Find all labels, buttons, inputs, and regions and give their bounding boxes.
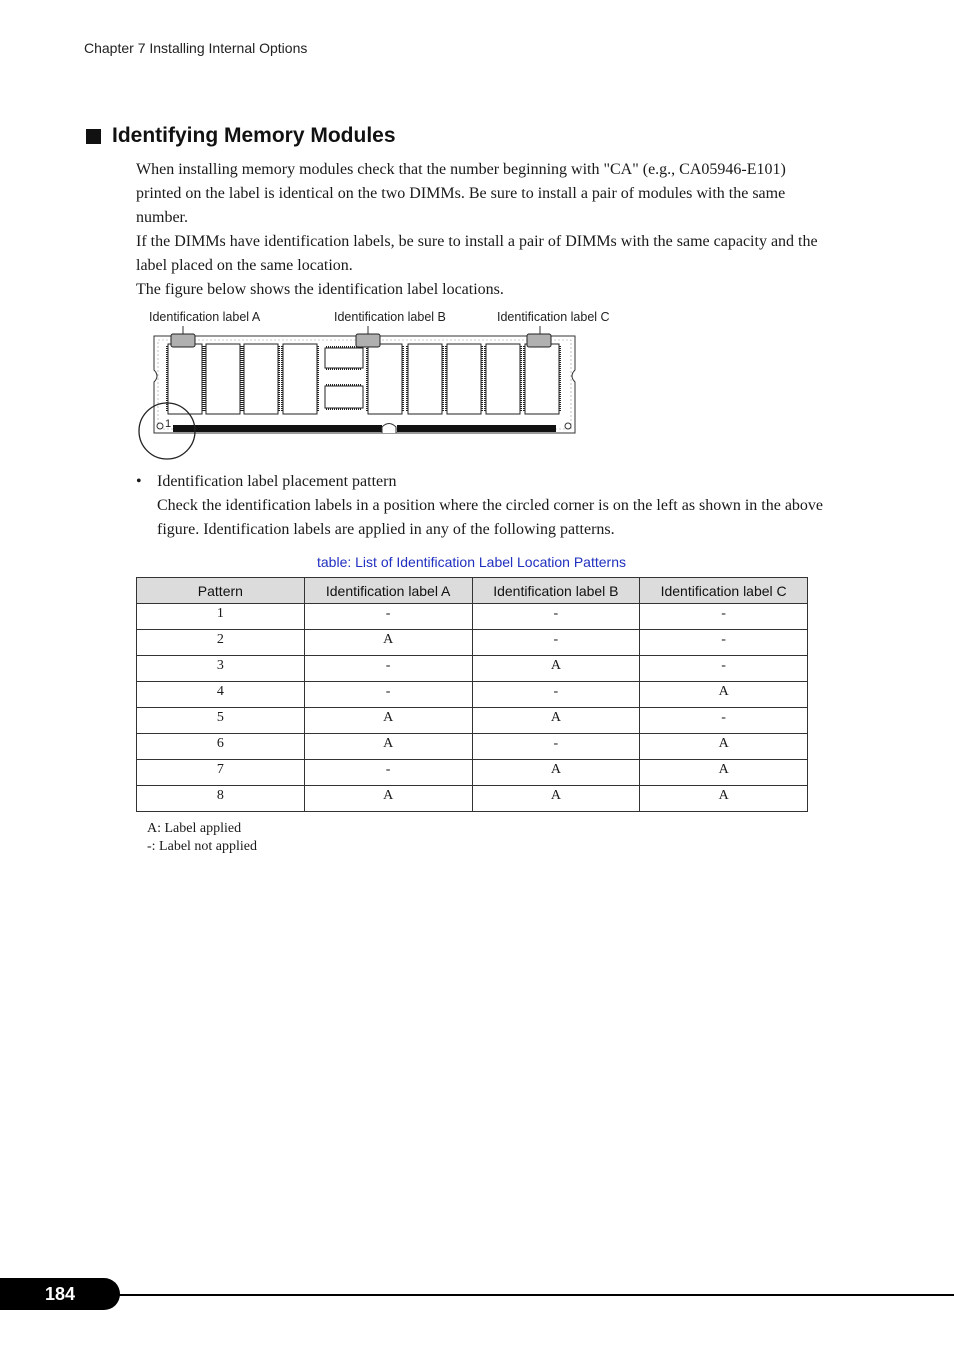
table-cell: - bbox=[640, 630, 808, 656]
table-cell: 7 bbox=[137, 760, 305, 786]
pin-one-marker: 1 bbox=[165, 418, 172, 430]
table-cell: 1 bbox=[137, 604, 305, 630]
table-cell: 4 bbox=[137, 682, 305, 708]
table-cell: - bbox=[640, 604, 808, 630]
table-row bbox=[137, 708, 808, 734]
table-row bbox=[137, 656, 808, 682]
table-cell: A bbox=[472, 786, 640, 812]
table-row bbox=[137, 734, 808, 760]
table-cell: - bbox=[472, 604, 640, 630]
table-row bbox=[137, 786, 808, 812]
table-cell: A bbox=[304, 708, 472, 734]
paragraph: If the DIMMs have identification labels, be sure to install a pair of DIMMs with the same capacity and the label placed on the same location. bbox=[136, 233, 818, 274]
table-cell: A bbox=[472, 760, 640, 786]
table-cell: 3 bbox=[137, 656, 305, 682]
footer-rule bbox=[0, 1294, 954, 1296]
table-cell: A bbox=[472, 708, 640, 734]
bullet-title: Identification label placement pattern bbox=[157, 473, 397, 490]
paragraph: When installing memory modules check that the number beginning with "CA" (e.g., CA05946-E101) printed on the label is identical on the two DIMMs. Be sure to install a pair of modules with the same number. bbox=[136, 161, 786, 226]
table-row bbox=[137, 630, 808, 656]
section-heading bbox=[86, 124, 396, 148]
column-header: Identification label B bbox=[472, 578, 640, 604]
table-cell: - bbox=[640, 708, 808, 734]
table-cell: 8 bbox=[137, 786, 305, 812]
table-cell: 2 bbox=[137, 630, 305, 656]
table-cell: 6 bbox=[137, 734, 305, 760]
table-cell: A bbox=[640, 734, 808, 760]
bullet-item bbox=[136, 470, 826, 494]
table-cell: A bbox=[304, 734, 472, 760]
table-cell: - bbox=[640, 656, 808, 682]
column-header: Identification label C bbox=[640, 578, 808, 604]
table-cell: - bbox=[304, 604, 472, 630]
table-cell: - bbox=[472, 682, 640, 708]
dimm-figure bbox=[136, 306, 626, 466]
figure-label-b: Identification label B bbox=[334, 310, 446, 324]
paragraph: The figure below shows the identification label locations. bbox=[136, 281, 504, 298]
square-bullet-icon bbox=[86, 129, 101, 144]
table-cell: - bbox=[472, 734, 640, 760]
table-cell: 5 bbox=[137, 708, 305, 734]
table-header-row bbox=[137, 578, 808, 604]
table-cell: - bbox=[304, 656, 472, 682]
column-header: Identification label A bbox=[304, 578, 472, 604]
table-row bbox=[137, 682, 808, 708]
table-legend bbox=[147, 820, 257, 856]
pattern-table bbox=[136, 577, 808, 812]
body-text bbox=[136, 158, 826, 302]
figure-label-a: Identification label A bbox=[149, 310, 261, 324]
table-cell: - bbox=[304, 682, 472, 708]
table-cell: A bbox=[304, 786, 472, 812]
bullet-description: Check the identification labels in a position where the circled corner is on the left as shown in the above figure. Identification labels are applied in any of the following patterns. bbox=[157, 497, 824, 538]
bullet-dot-icon: • bbox=[136, 473, 142, 490]
table-cell: - bbox=[472, 630, 640, 656]
table-cell: A bbox=[640, 682, 808, 708]
legend-applied: A: Label applied bbox=[147, 821, 242, 836]
legend-not-applied: -: Label not applied bbox=[147, 839, 258, 854]
column-header: Pattern bbox=[137, 578, 305, 604]
table-cell: A bbox=[640, 760, 808, 786]
dimm-illustration bbox=[136, 306, 626, 466]
table-cell: - bbox=[304, 760, 472, 786]
page-number: 184 bbox=[44, 1283, 76, 1304]
figure-label-c: Identification label C bbox=[497, 310, 610, 324]
page-number-tab bbox=[0, 1278, 120, 1310]
table-cell: A bbox=[472, 656, 640, 682]
table-cell: A bbox=[304, 630, 472, 656]
table-row bbox=[137, 760, 808, 786]
table-cell: A bbox=[640, 786, 808, 812]
chapter-header: Chapter 7 Installing Internal Options bbox=[84, 40, 308, 56]
table-row bbox=[137, 604, 808, 630]
section-title: Identifying Memory Modules bbox=[112, 124, 396, 147]
bullet-section bbox=[136, 470, 826, 542]
table-caption: table: List of Identification Label Location Patterns bbox=[317, 554, 626, 570]
